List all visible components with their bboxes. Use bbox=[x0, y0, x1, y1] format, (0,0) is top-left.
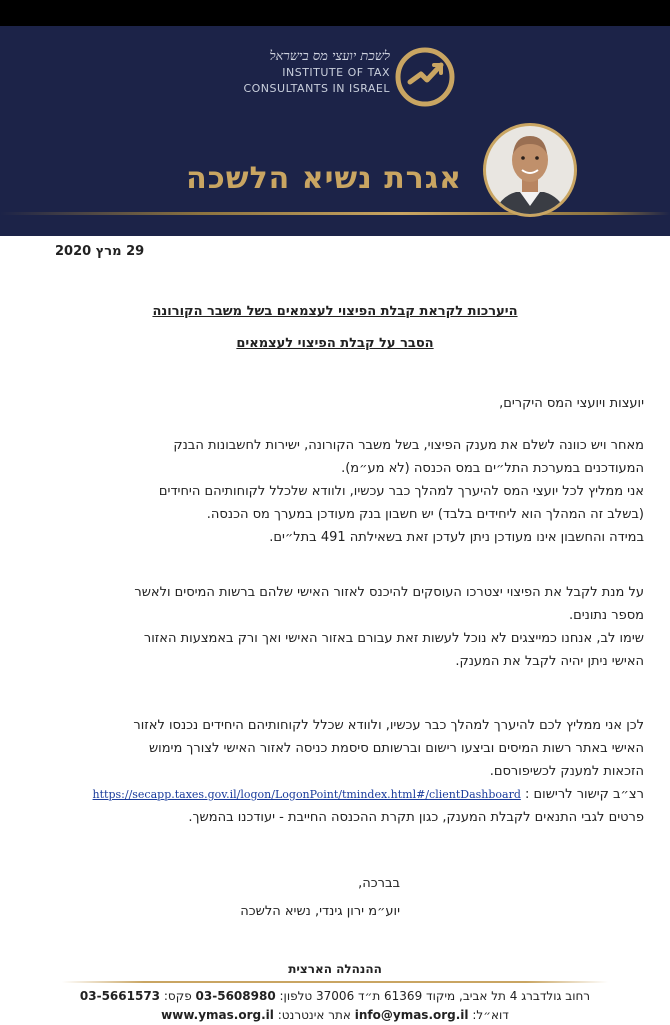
logo-check-emblem-icon bbox=[394, 46, 456, 108]
registration-label: רצ״ב קישור לרישום : bbox=[525, 787, 644, 802]
registration-line bbox=[24, 783, 644, 806]
paragraph-line: שימו לב, אנחנו כמייצגים לא נוכל לעשות זאת עבורם באזור האישי ואך ורק באמצעות האזור bbox=[143, 631, 644, 646]
footer-address: רחוב גולדברג 4 תל אביב, מיקוד 61369 ת״ד 37006 bbox=[316, 989, 591, 1003]
footer-contact-line bbox=[0, 989, 670, 1003]
paragraph-bank-accounts bbox=[24, 434, 644, 549]
footer-email[interactable]: info@ymas.org.il bbox=[354, 1008, 469, 1022]
paragraph-line: במידה והחשבון אינו מעודכן ניתן לעדכן זאת בשאילתה 491 בתל״ים. bbox=[269, 530, 644, 545]
footer-fax: 03-5661573 bbox=[79, 989, 161, 1003]
footer-title: ההנהלה הארצית bbox=[288, 962, 382, 976]
president-portrait bbox=[482, 118, 578, 230]
closing: בברכה, bbox=[358, 876, 400, 891]
paragraph-line: (בשלב זה המהלך הוא ליחידים בלבד) יש חשבון בנק מעודכן במערך מס הכנסה. bbox=[206, 507, 644, 522]
footer-divider bbox=[62, 981, 608, 983]
institute-logo bbox=[240, 38, 465, 133]
footer-phone: 03-5608980 bbox=[195, 989, 276, 1003]
footer-fax-label: פקס: bbox=[163, 989, 192, 1003]
footer-website[interactable]: www.ymas.org.il bbox=[161, 1008, 274, 1022]
paragraph-line: הזכאות למענק לכשיפורסם. bbox=[489, 764, 644, 779]
footer-web-line bbox=[0, 1008, 670, 1022]
signature: יוע״מ ירון גינדי, נשיא הלשכה bbox=[240, 904, 400, 919]
greeting: יועצות ויועצי המס היקרים, bbox=[499, 396, 644, 411]
footer-phone-label: טלפון: bbox=[279, 989, 313, 1003]
footer-email-label: דוא״ל: bbox=[472, 1008, 509, 1022]
paragraph-line: האישי ניתן יהיה לקבל את המענק. bbox=[455, 654, 644, 669]
top-status-bar bbox=[0, 0, 670, 26]
subject-heading: היערכות לקראת קבלת הפיצוי לעצמאים בשל משבר הקורונה bbox=[152, 304, 518, 319]
logo-english-line1: INSTITUTE OF TAX bbox=[282, 66, 390, 79]
paragraph-line: אני ממליץ לכל יועצי המס להיערך למהלך כבר עכשיו, ולוודא שלכלל לקוחותיהם היחידים bbox=[158, 484, 644, 499]
paragraph-line: פרטים לגבי התנאים לקבלת המענק, כגון תקרת ההכנסה החייבת - יעודכנו בהמשך. bbox=[188, 810, 644, 825]
logo-hebrew-name: לשכת יועצי מס בישראל bbox=[269, 49, 390, 64]
letter-date: 29 מרץ 2020 bbox=[55, 244, 145, 259]
subject-subheading: הסבר על קבלת הפיצוי לעצמאים bbox=[236, 336, 434, 351]
logo-text-block bbox=[240, 48, 390, 96]
paragraph-line: מאחר ויש כוונה לשלם את מענק הפיצוי, בשל משבר הקורונה, ישירות לחשבונות הבנק bbox=[173, 438, 644, 453]
logo-english-line2: CONSULTANTS IN ISRAEL bbox=[243, 82, 390, 95]
paragraph-line: לכן אני ממליץ לכם להיערך למהלך כבר עכשיו, ולוודא שכלל לקוחותיהם היחידים נכנסו לאזור bbox=[133, 718, 644, 733]
paragraph-line: על מנת לקבל את הפיצוי יצטרכו העוסקים להיכנס לאזור האישי שלהם ברשות המיסים ולאשר bbox=[134, 585, 644, 600]
footer-website-label: אתר אינטרנט: bbox=[277, 1008, 351, 1022]
registration-link[interactable]: https://secapp.taxes.gov.il/logon/LogonPoint/tmindex.html#/clientDashboard bbox=[92, 788, 521, 801]
letter-title: אגרת נשיא הלשכה bbox=[186, 161, 462, 196]
paragraph-personal-area bbox=[24, 581, 644, 673]
paragraph-registration bbox=[24, 714, 644, 829]
paragraph-line: מספר נתונים. bbox=[568, 608, 644, 623]
paragraph-line: האישי באתר רשות המיסים וביצעו רישום וברשותם סיסמת כניסה לאזור האישי לצורך מימוש bbox=[148, 741, 644, 756]
paragraph-line: המעודכנים במערכת התל״ים במס הכנסה (לא מע״מ). bbox=[341, 461, 644, 476]
letterhead-banner bbox=[0, 26, 670, 236]
